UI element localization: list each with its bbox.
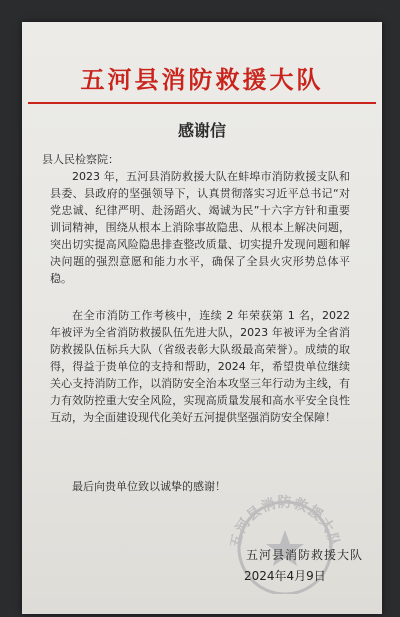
letter-salutation: 县人民检察院：	[42, 153, 119, 166]
letter-paragraph-1: 2023 年，五河县消防救援大队在蚌埠市消防救援支队和县委、县政府的坚强领导下，认真贯彻落实习近平总书记“对党忠诚、纪律严明、赴汤蹈火、竭诚为民”十六字方针和重要训词精神，围绕从根本上消除事故隐患、从根本上解决问题，突出切实提高风险隐患排查整改质量、切实提升发现问题和解决问题的强烈意愿和能力水平，确保了全县火灾形势总体平稳。	[50, 170, 350, 285]
seal-text: 五河县消防救援大队	[227, 495, 343, 550]
signature-date: 2024年4月9日	[244, 569, 326, 583]
letter-paragraph-2: 在全市消防工作考核中，连续 2 年荣获第 1 名，2022 年被评为全省消防救援队伍先进大队，2023 年被评为全省消防救援队伍标兵大队（省级表彰大队级最高荣誉）。成绩的取得，得益于贵单位的支持和帮助，2024 年，希望贵单位继续关心支持消防工作，以消防安全治本攻坚三年行动为主线，有力有效防控重大安全风险，实现高质量发展和高水平安全良性互动，为全面建设现代化美好五河提供坚强消防安全保障！	[50, 309, 350, 424]
org-header-title: 五河县消防救援大队	[80, 65, 324, 94]
header-divider-line	[28, 102, 376, 104]
letter-title: 感谢信	[177, 121, 226, 140]
letter-paragraph-3: 最后向贵单位致以诚挚的感谢！	[72, 480, 226, 493]
signature-org: 五河县消防救援大队	[246, 548, 364, 562]
letter-paper	[22, 22, 382, 614]
